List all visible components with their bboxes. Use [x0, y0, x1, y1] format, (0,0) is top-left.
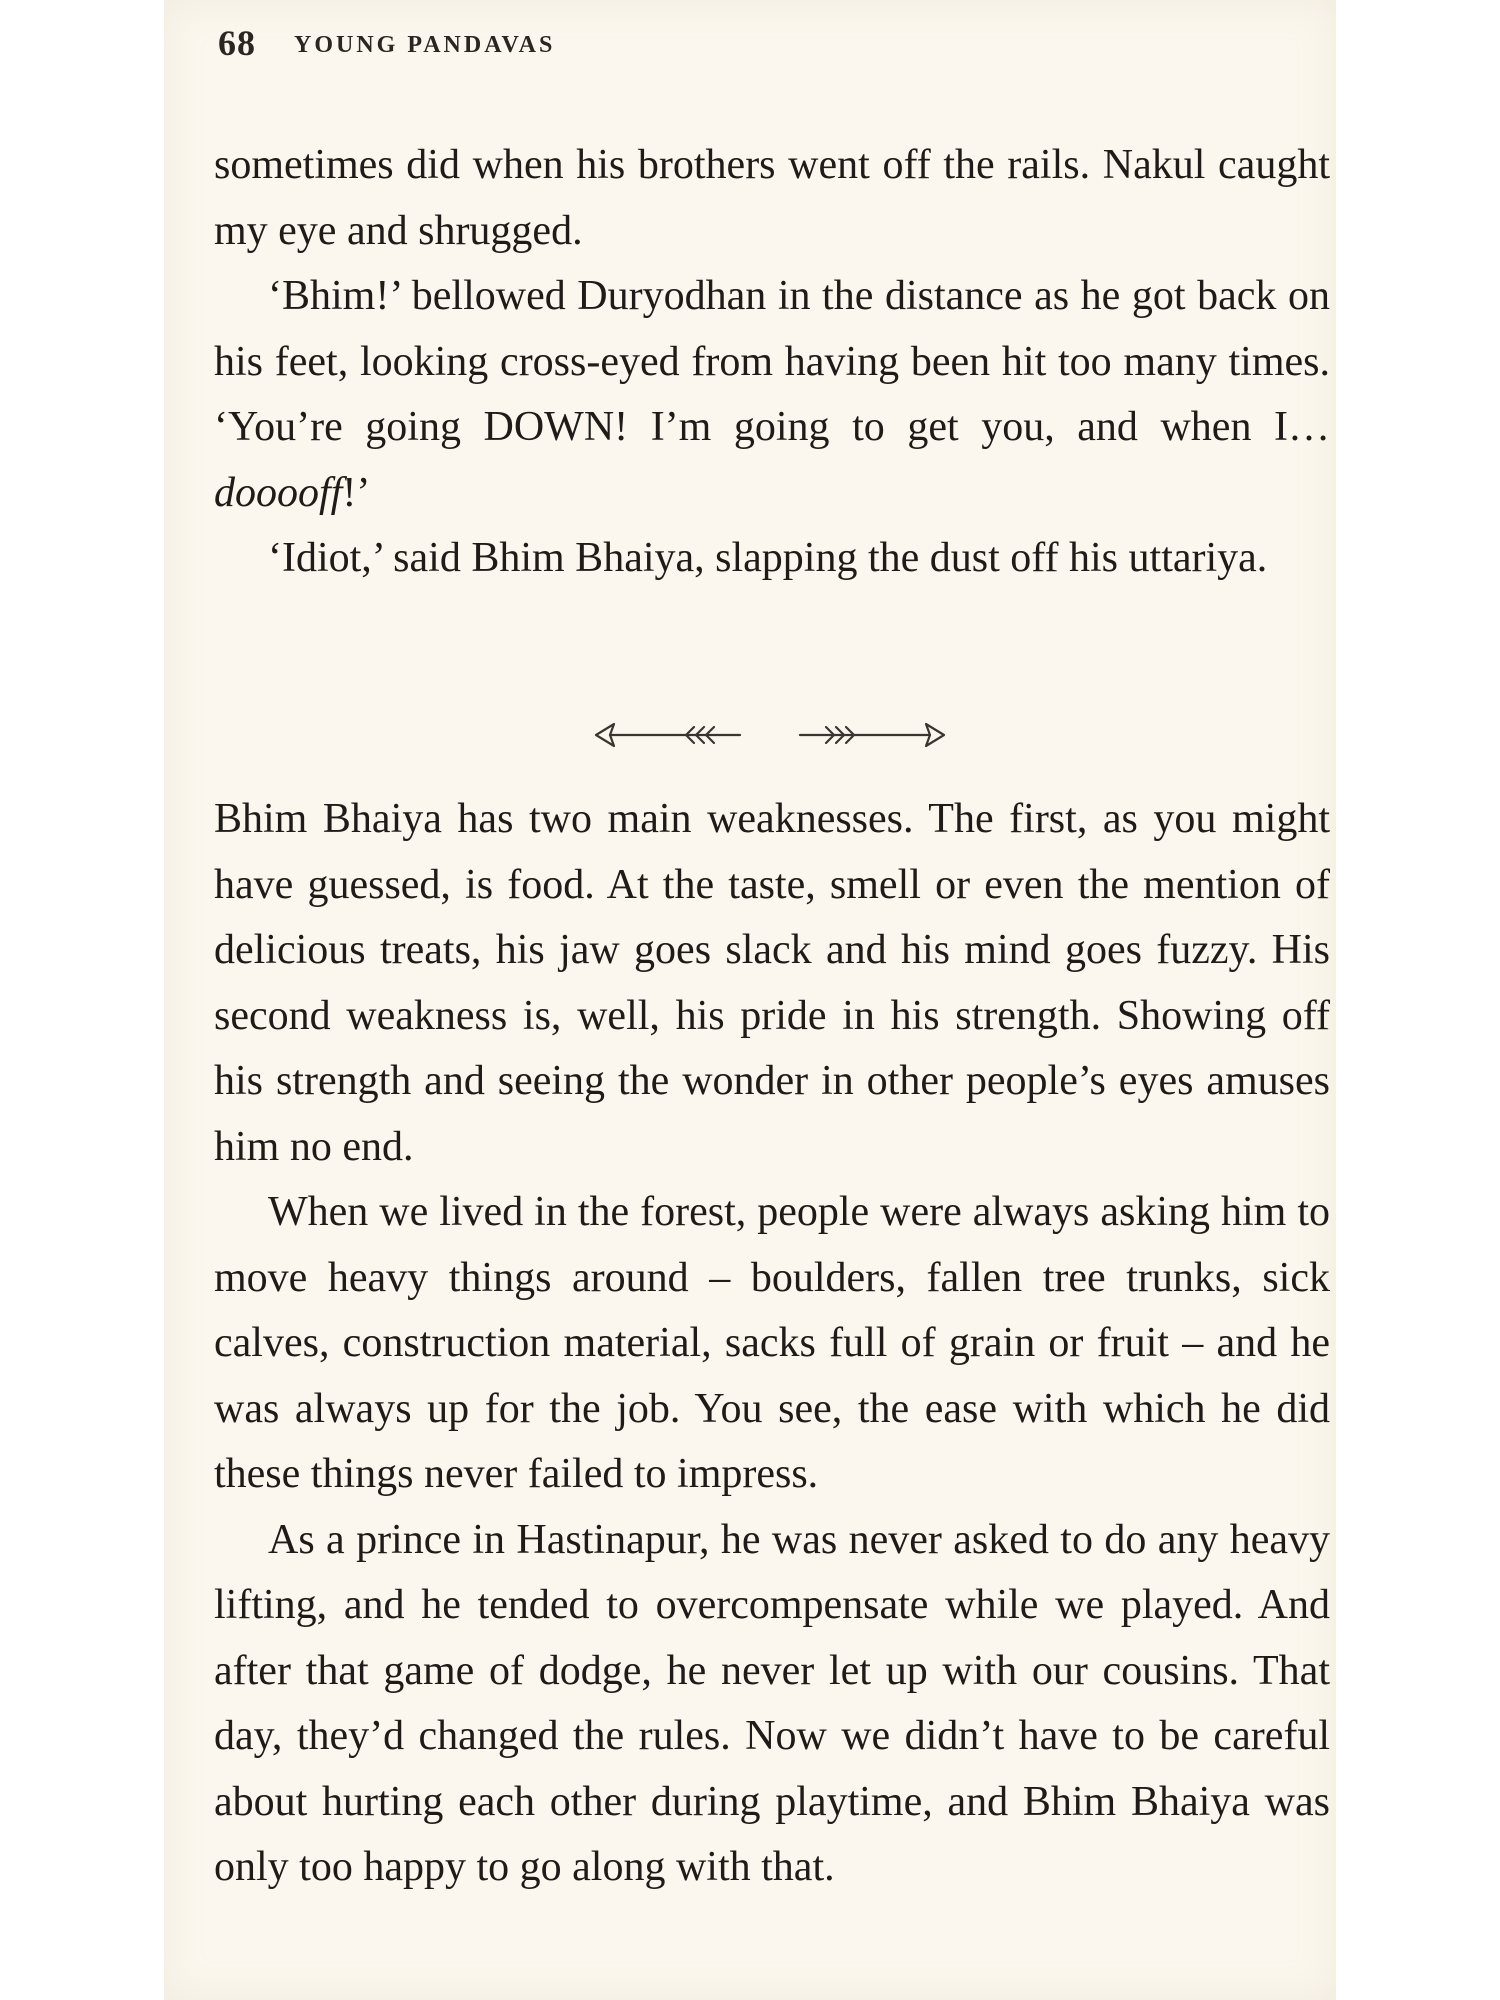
paragraph: As a prince in Hastinapur, he was never asked to do any heavy lifting, and he tended to overcompensate while we played. And after that game of dodge, he never let up with our cousins. That day, they’d changed the rules. Now we didn’t have to be careful about hurting each other during playtime, and Bhim Bhaiya was only too happy to go along with that. — [214, 1516, 1330, 1890]
paragraph: Bhim Bhaiya has two main weaknesses. The first, as you might have guessed, is food. At the taste, smell or even the mention of delicious treats, his jaw goes slack and his mind goes fuzzy. His second weakness is, well, his pride in his strength. Showing off his strength and seeing the wonder in other people’s eyes amuses him no end. — [214, 796, 1330, 1170]
paragraph: sometimes did when his brothers went off the rails. Nakul caught my eye and shrugged. — [214, 142, 1330, 254]
paragraph-text: !’ — [342, 469, 371, 516]
text-section-1 — [214, 133, 1330, 592]
paragraph — [214, 264, 1330, 526]
text-section-2 — [214, 787, 1330, 1901]
emphasized-text: dooooff — [214, 469, 343, 516]
running-head — [218, 22, 555, 64]
page-number: 68 — [218, 23, 256, 63]
paragraph-text: ‘Bhim!’ bellowed Duryodhan in the distance as he got back on his feet, looking cross-eyed from having been hit too many times. ‘You’re going DOWN! I’m going to get you, and when I… — [214, 273, 1330, 450]
paragraph: ‘Idiot,’ said Bhim Bhaiya, slapping the dust off his uttariya. — [268, 535, 1268, 581]
running-title: YOUNG PANDAVAS — [294, 32, 556, 58]
paragraph: When we lived in the forest, people were always asking him to move heavy things around – boulders, fallen tree trunks, sick calves, construction material, sacks full of grain or fruit – and he was always up for the job. You see, the ease with which he did these things never failed to impress. — [214, 1189, 1330, 1497]
arrows-ornament-icon — [590, 715, 950, 755]
